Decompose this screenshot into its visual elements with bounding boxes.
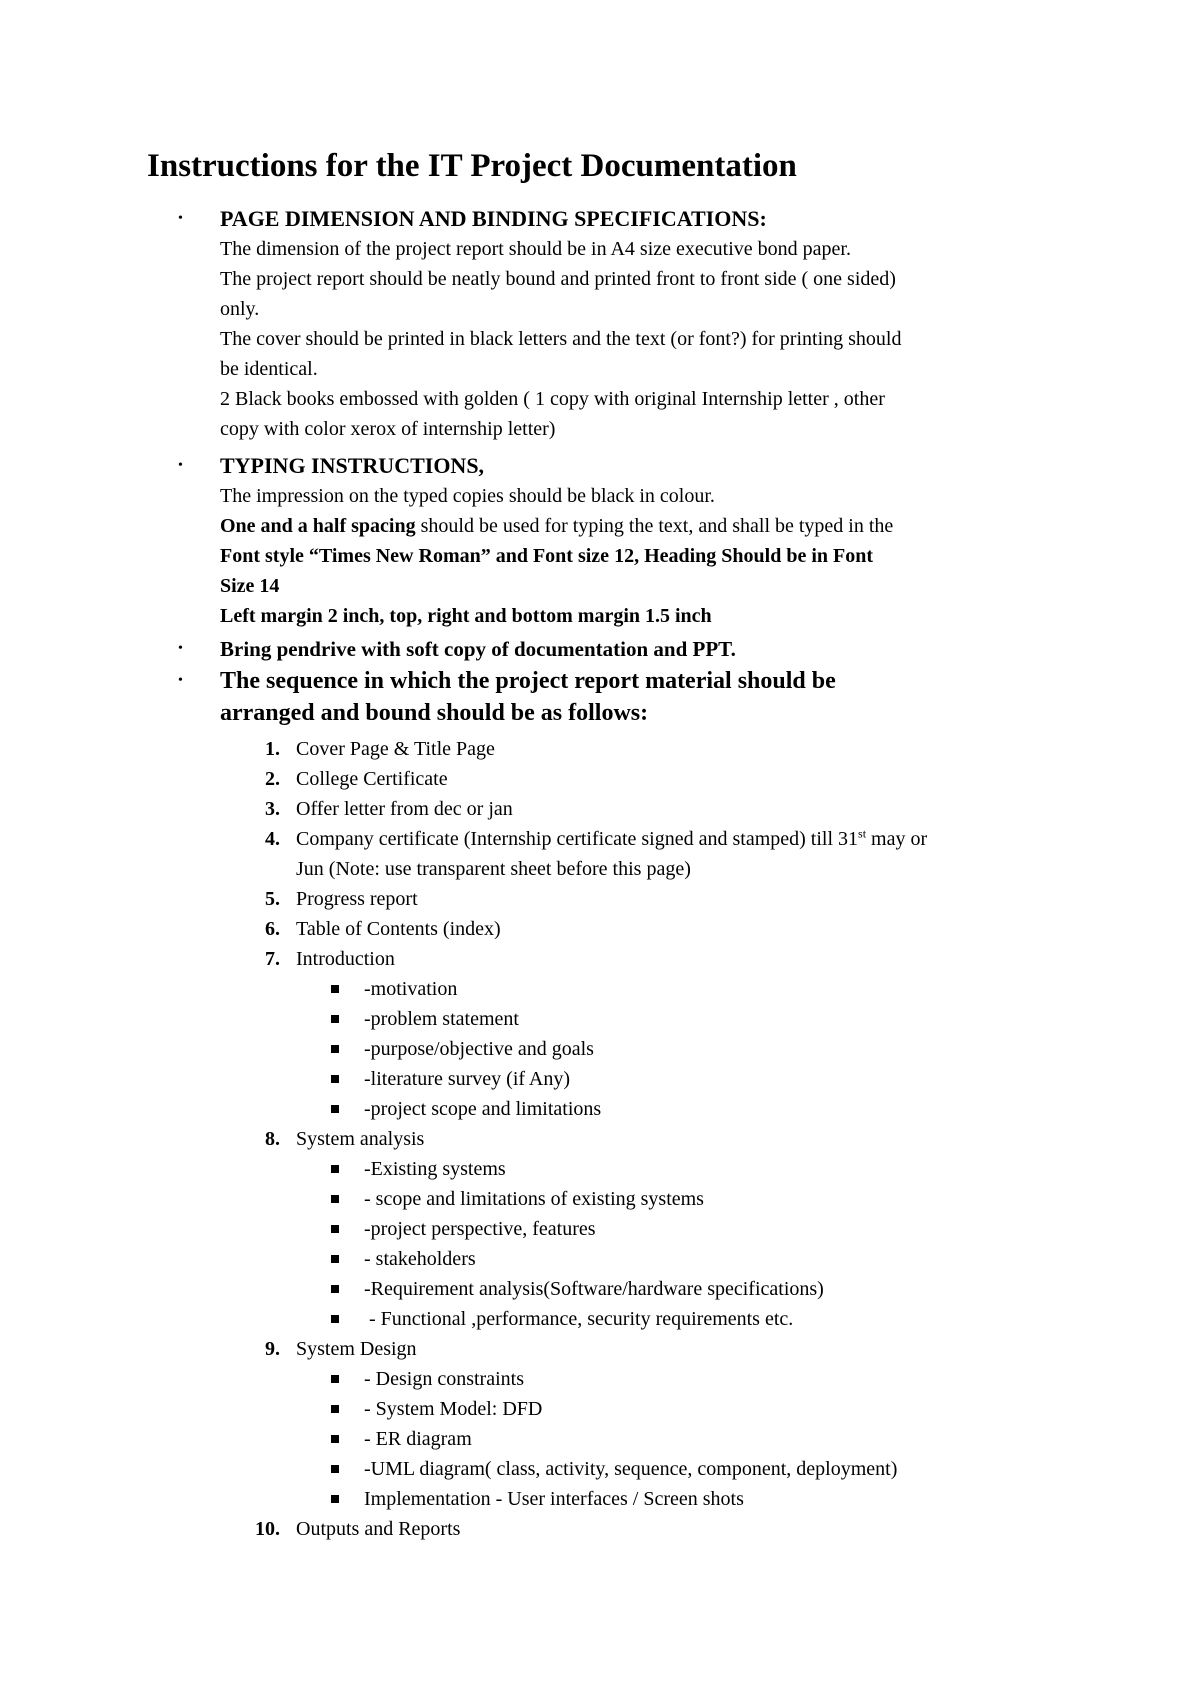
sub-item-text: Implementation - User interfaces / Screen shots [364,1488,744,1510]
sub-item-text: -Requirement analysis(Software/hardware specifications) [364,1278,824,1300]
bullet-icon: • [178,211,183,226]
item-text: Introduction [296,948,395,970]
item-number: 3. [265,798,280,820]
sub-list-item [240,1484,1140,1514]
section-line: The impression on the typed copies should be black in colour. [220,485,715,507]
square-bullet-icon [331,1285,339,1293]
item-number: 8. [265,1128,280,1150]
item-text-part: Company certificate (Internship certificate signed and stamped) till 31 [296,828,859,850]
sub-list-item [240,1064,1140,1094]
item-text: College Certificate [296,768,448,790]
square-bullet-icon [331,1435,339,1443]
square-bullet-icon [331,1195,339,1203]
section-line: The dimension of the project report should be in A4 size executive bond paper. [220,238,851,260]
list-item [240,824,1140,884]
item-text-part: may or [866,828,928,850]
ordinal-suffix: st [858,826,867,841]
sub-list-item [240,1274,1140,1304]
bold-phrase: One and a half spacing [220,515,416,537]
sub-list-item [240,1034,1140,1064]
section-line: Font style “Times New Roman” and Font size 12, Heading Should be in Font [220,545,874,567]
item-number: 5. [265,888,280,910]
item-number: 1. [265,738,280,760]
list-item [240,1514,1140,1544]
sub-list-item [240,1304,1140,1334]
section-heading: PAGE DIMENSION AND BINDING SPECIFICATIONS: [220,206,767,231]
list-item [240,794,1140,824]
sub-list-item [240,1244,1140,1274]
line-text: should be used for typing the text, and shall be typed in the [415,515,894,537]
sub-list [240,1154,1140,1334]
sub-item-text: -purpose/objective and goals [364,1038,594,1060]
section-line: be identical. [220,358,318,380]
item-number: 6. [265,918,280,940]
list-item [240,914,1140,944]
section-line: The cover should be printed in black letters and the text (or font?) for printing should [220,328,902,350]
sub-item-text: - ER diagram [364,1428,472,1450]
sub-list-item [240,1154,1140,1184]
sub-item-text: -problem statement [364,1008,519,1030]
item-text: Progress report [296,888,418,910]
sub-item-text: - scope and limitations of existing systems [364,1188,704,1210]
square-bullet-icon [331,1015,339,1023]
sub-item-text: -project perspective, features [364,1218,596,1240]
sub-list-item [240,1424,1140,1454]
sub-list-item [240,1394,1140,1424]
section-line: The project report should be neatly bound and printed front to front side ( one sided) [220,268,896,290]
section-line [220,511,1070,541]
square-bullet-icon [331,1375,339,1383]
sub-list-item [240,1094,1140,1124]
section-line: Left margin 2 inch, top, right and bottom margin 1.5 inch [220,605,712,627]
sub-list-item [240,1364,1140,1394]
item-text: Table of Contents (index) [296,918,501,940]
sub-list [240,974,1140,1124]
item-text: Outputs and Reports [296,1518,461,1540]
list-item [240,944,1140,974]
section-heading: Bring pendrive with soft copy of documentation and PPT. [220,637,736,661]
item-number: 9. [265,1338,280,1360]
sub-list-item [240,1454,1140,1484]
section-heading: TYPING INSTRUCTIONS, [220,453,485,478]
sub-list-item [240,1184,1140,1214]
square-bullet-icon [331,1255,339,1263]
square-bullet-icon [331,1165,339,1173]
sub-item-text: - stakeholders [364,1248,476,1270]
item-text: System analysis [296,1128,425,1150]
item-number: 4. [265,828,280,850]
section-line: copy with color xerox of internship letter) [220,418,556,440]
section-heading-line: The sequence in which the project report material should be [220,668,836,694]
sub-item-text: -literature survey (if Any) [364,1068,571,1090]
square-bullet-icon [331,1045,339,1053]
item-number: 2. [265,768,280,790]
square-bullet-icon [331,1405,339,1413]
section-line: Size 14 [220,575,280,597]
list-item [240,1334,1140,1364]
list-item [240,884,1140,914]
item-text [296,824,1086,854]
section-line: only. [220,298,260,320]
sub-list-item [240,1004,1140,1034]
item-text: Offer letter from dec or jan [296,798,513,820]
square-bullet-icon [331,1075,339,1083]
square-bullet-icon [331,1105,339,1113]
bullet-icon: • [178,673,183,688]
sub-item-text: -Existing systems [364,1158,506,1180]
sub-item-text: - System Model: DFD [364,1398,543,1420]
square-bullet-icon [331,1495,339,1503]
sub-item-text: -project scope and limitations [364,1098,602,1120]
item-text: Cover Page & Title Page [296,738,495,760]
list-item [240,764,1140,794]
item-text-line2: Jun (Note: use transparent sheet before this page) [296,858,691,880]
square-bullet-icon [331,1465,339,1473]
square-bullet-icon [331,1225,339,1233]
sub-list-item [240,974,1140,1004]
section-heading-line: arranged and bound should be as follows: [220,700,649,726]
sub-item-text: -motivation [364,978,458,1000]
bullet-icon: • [178,458,183,473]
section-line: 2 Black books embossed with golden ( 1 copy with original Internship letter , other [220,388,885,410]
list-item [240,734,1140,764]
sub-list [240,1364,1140,1514]
item-number: 10. [255,1518,280,1540]
item-text: System Design [296,1338,417,1360]
document-title: Instructions for the IT Project Documentation [147,148,797,184]
item-number: 7. [265,948,280,970]
sub-item-text: - Functional ,performance, security requirements etc. [364,1308,794,1330]
square-bullet-icon [331,1315,339,1323]
sub-item-text: - Design constraints [364,1368,524,1390]
list-item [240,1124,1140,1154]
square-bullet-icon [331,985,339,993]
sub-list-item [240,1214,1140,1244]
sub-item-text: -UML diagram( class, activity, sequence, component, deployment) [364,1458,898,1480]
bullet-icon: • [178,641,183,656]
